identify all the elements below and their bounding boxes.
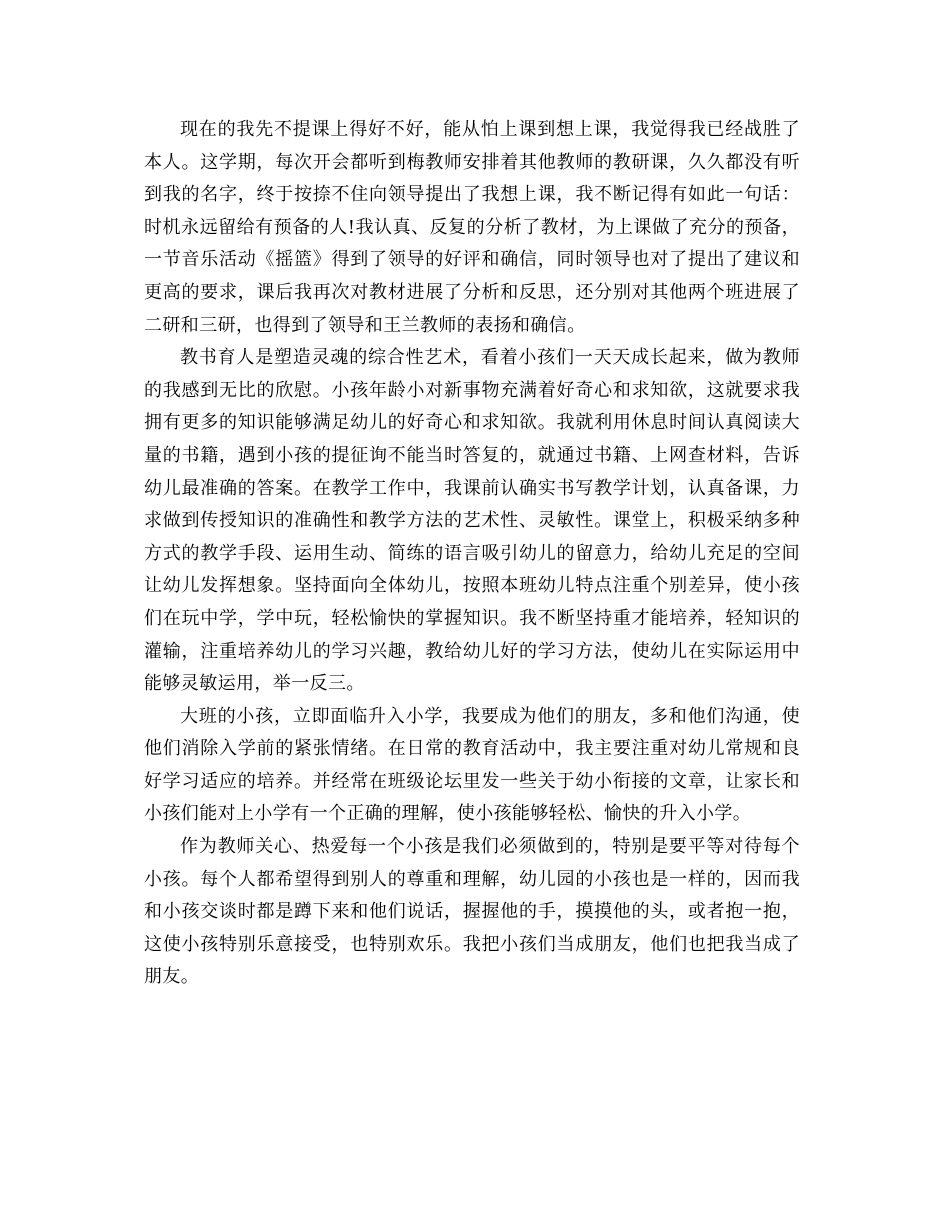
- document-body: [144, 114, 800, 994]
- paragraph-2: 教书育人是塑造灵魂的综合性艺术，看着小孩们一天天成长起来，做为教师的我感到无比的欣慰。小孩年龄小对新事物充满着好奇心和求知欲，这就要求我拥有更多的知识能够满足幼儿的好奇心和求知欲。我就利用休息时间认真阅读大量的书籍，遇到小孩的提征询不能当时答复的，就通过书籍、上网查材料，告诉幼儿最准确的答案。在教学工作中，我课前认确实书写教学计划，认真备课，力求做到传授知识的准确性和教学方法的艺术性、灵敏性。课堂上，积极采纳多种方式的教学手段、运用生动、简练的语言吸引幼儿的留意力，给幼儿充足的空间让幼儿发挥想象。坚持面向全体幼儿，按照本班幼儿特点注重个别差异，使小孩们在玩中学，学中玩，轻松愉快的掌握知识。我不断坚持重才能培养，轻知识的灌输，注重培养幼儿的学习兴趣，教给幼儿好的学习方法，使幼儿在实际运用中能够灵敏运用，举一反三。: [144, 347, 800, 695]
- paragraph-3: 大班的小孩，立即面临升入小学，我要成为他们的朋友，多和他们沟通，使他们消除入学前的紧张情绪。在日常的教育活动中，我主要注重对幼儿常规和良好学习适应的培养。并经常在班级论坛里发一些关于幼小衔接的文章，让家长和小孩们能对上小学有一个正确的理解，使小孩能够轻松、愉快的升入小学。: [144, 705, 800, 825]
- paragraph-1: 现在的我先不提课上得好不好，能从怕上课到想上课，我觉得我已经战胜了本人。这学期，每次开会都听到梅教师安排着其他教师的教研课，久久都没有听到我的名字，终于按捺不住向领导提出了我想上课，我不断记得有如此一句话：时机永远留给有预备的人!我认真、反复的分析了教材，为上课做了充分的预备，一节音乐活动《摇篮》得到了领导的好评和确信，同时领导也对了提出了建议和更高的要求，课后我再次对教材进展了分析和反思，还分别对其他两个班进展了二研和三研，也得到了领导和王兰教师的表扬和确信。: [144, 119, 800, 336]
- paragraph-4: 作为教师关心、热爱每一个小孩是我们必须做到的，特别是要平等对待每个小孩。每个人都希望得到别人的尊重和理解，幼儿园的小孩也是一样的，因而我和小孩交谈时都是蹲下来和他们说话，握握他的手，摸摸他的头，或者抱一抱，这使小孩特别乐意接受，也特别欢乐。我把小孩们当成朋友，他们也把我当成了朋友。: [144, 836, 800, 988]
